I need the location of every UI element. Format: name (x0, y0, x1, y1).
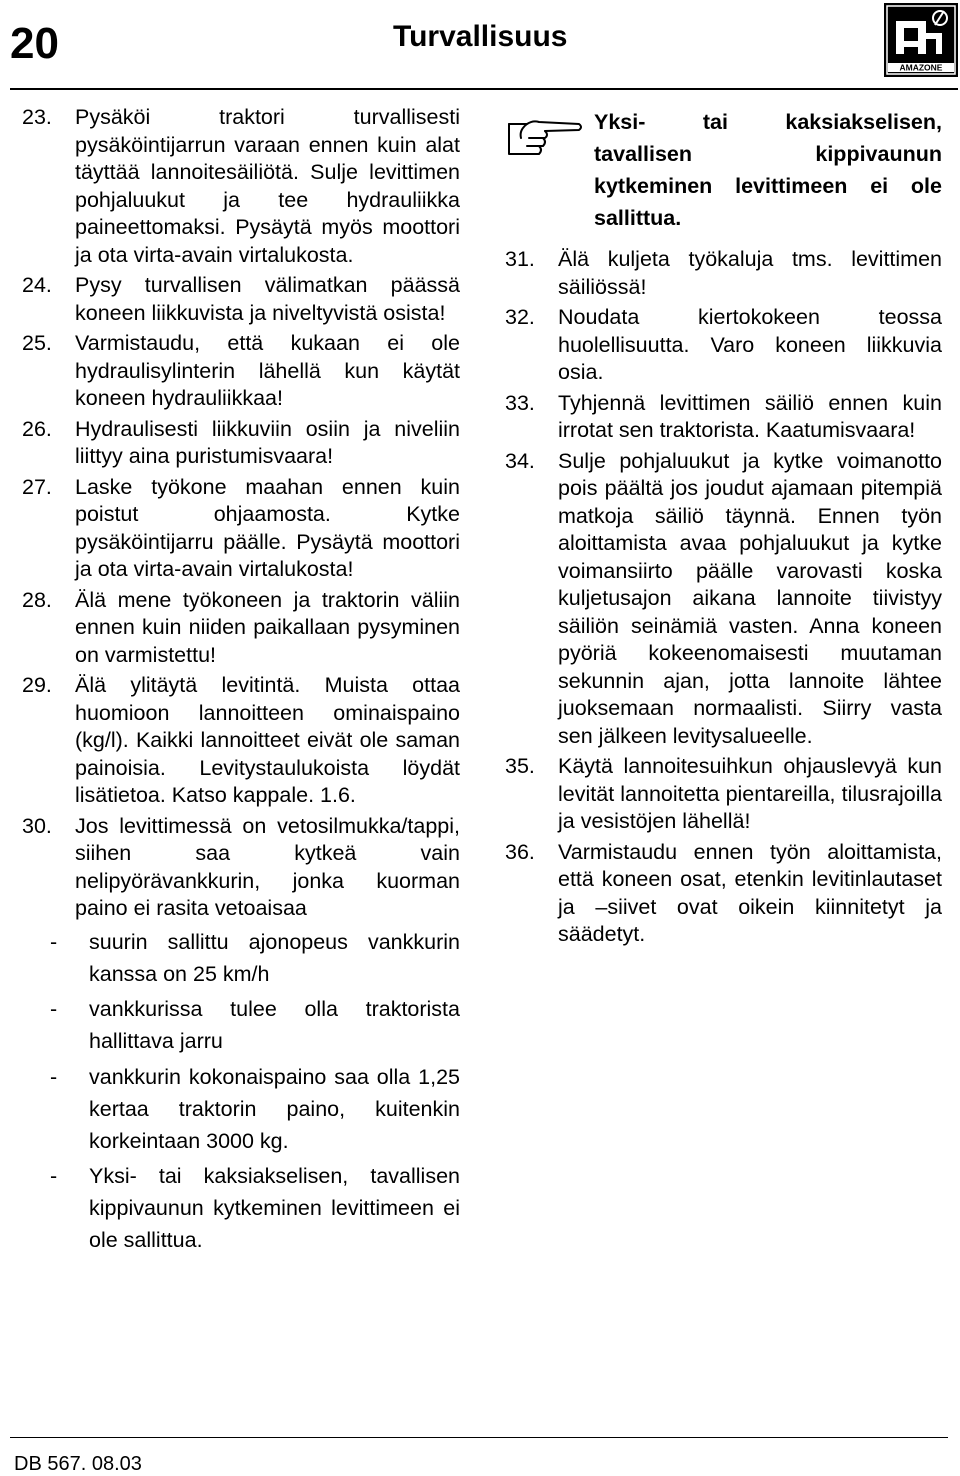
dash-item (22, 993, 460, 1057)
item-text: Älä kuljeta työkaluja tms. levittimen säiliössä! (558, 247, 942, 299)
list-item (22, 416, 460, 471)
item-text: Tyhjennä levittimen säiliö ennen kuin irrotat sen traktorista. Kaatumisvaara! (558, 390, 942, 442)
item-text: Älä ylitäytä levitintä. Muista ottaa huomioon lannoitteen ominaispaino (kg/l). Kaikki lannoitteet eivät ole saman painoisia. Levitystaulukoista löydät lisätietoa. Katso kappale. 1.6. (75, 673, 460, 807)
item-number: 26. (22, 416, 52, 441)
list-item (505, 304, 942, 387)
footer-divider (10, 1437, 948, 1438)
list-item (22, 587, 460, 670)
item-text: Käytä lannoitesuihkun ohjauslevyä kun levität lannoitetta pientareilla, tilusrajoilla ja vesistöjen lähellä! (558, 754, 942, 833)
dash-mark: - (50, 1064, 58, 1089)
list-item (22, 104, 460, 269)
list-item (505, 448, 942, 751)
item-text: Laske työkone maahan ennen kuin poistut ohjaamosta. Kytke pysäköintijarru päälle. Pysäytä moottori ja ota virta-avain virtalukosta! (75, 474, 460, 581)
warning-note (505, 106, 942, 234)
right-column (505, 106, 942, 952)
item-number: 24. (22, 273, 52, 297)
item-number: 32. (505, 305, 535, 329)
dash-item (22, 1061, 460, 1157)
dash-text: suurin sallittu ajonopeus vankkurin kanssa on 25 km/h (89, 929, 460, 986)
document-code: DB 567. 08.03 (14, 1453, 142, 1475)
item-number: 33. (505, 390, 535, 415)
logo-text: AMAZONE (899, 62, 943, 73)
pointing-hand-icon (505, 116, 583, 162)
list-item (22, 474, 460, 584)
item-number: 31. (505, 247, 535, 271)
item-number: 29. (22, 673, 52, 697)
item-number: 23. (22, 105, 52, 129)
list-item (505, 753, 942, 836)
list-item (22, 330, 460, 413)
item-text: Pysäköi traktori turvallisesti pysäköintijarrun varaan ennen kuin alat täyttää lannoitesäiliötä. Sulje levittimen pohjaluukut ja tee hydrauliikka paineettomaksi. Pysäytä myös moottori ja ota virta-avain virtalukosta. (75, 105, 460, 267)
item-number: 25. (22, 331, 52, 355)
item-number: 28. (22, 587, 52, 612)
item-text: Sulje pohjaluukut ja kytke voimanotto pois päältä jos joudut ajamaan pitempiä matkoja säiliö täynnä. Ennen työn aloittamista avaa pohjaluukut ja kytke voimansiirto päälle varovasti koska kuljetusajon aikana lannoite tiivistyy säiliön seinämiä vasten. Anna koneen pyöriä kokeenomaisesti muutaman sekunnin ajan, jotta lannoite lähtee juoksemaan normaalisti. Siirry vasta sen jälkeen levitysalueelle. (558, 448, 942, 748)
item-text: Hydraulisesti liikkuviin osiin ja niveliin liittyy aina puristumisvaara! (75, 416, 460, 468)
dash-item (22, 926, 460, 990)
dash-text: Yksi- tai kaksiakselisen, tavallisen kippivaunun kytkeminen levittimeen ei ole sallittua. (89, 1164, 460, 1252)
amazone-logo (884, 3, 958, 77)
list-item (505, 839, 942, 949)
item-text: Varmistaudu ennen työn aloittamista, että koneen osat, etenkin levitinlautaset ja –siivet ovat oikein kiinnitetyt ja säädetyt. (558, 839, 942, 946)
item-text: Pysy turvallisen välimatkan päässä koneen liikkuvista ja niveltyvistä osista! (75, 273, 460, 325)
item-text: Varmistaudu, että kukaan ei ole hydraulisylinterin lähellä kun käytät koneen hydrauliikkaa! (75, 331, 460, 410)
item-number: 36. (505, 839, 535, 864)
left-column (22, 104, 460, 1260)
dash-item (22, 1160, 460, 1256)
item-text: Jos levittimessä on vetosilmukka/tappi, siihen saa kytkeä vain nelipyörävankkurin, jonka kuorman paino ei rasita vetoaisaa (75, 813, 460, 920)
item-number: 30. (22, 813, 52, 838)
list-item (22, 672, 460, 810)
dash-text: vankkurissa tulee olla traktorista hallittava jarru (89, 997, 460, 1053)
page-title: Turvallisuus (393, 20, 568, 53)
dash-mark: - (50, 997, 58, 1021)
list-item (505, 246, 942, 301)
list-item (22, 272, 460, 327)
item-number: 35. (505, 754, 535, 778)
dash-mark: - (50, 929, 58, 954)
item-text: Noudata kiertokokeen teossa huolellisuutta. Varo koneen liikkuvia osia. (558, 305, 942, 384)
note-text: Yksi- tai kaksiakselisen, tavallisen kippivaunun kytkeminen levittimeen ei ole sallittua. (594, 110, 942, 230)
list-item (22, 813, 460, 923)
page-number: 20 (10, 19, 59, 68)
item-number: 34. (505, 448, 535, 473)
header-divider (10, 88, 958, 90)
item-number: 27. (22, 474, 52, 499)
list-item (505, 390, 942, 445)
dash-mark: - (50, 1164, 58, 1188)
item-text: Älä mene työkoneen ja traktorin väliin ennen kuin niiden paikallaan pysyminen on varmistettu! (75, 587, 460, 667)
dash-text: vankkurin kokonaispaino saa olla 1,25 kertaa traktorin paino, kuitenkin korkeintaan 3000 kg. (89, 1064, 460, 1153)
